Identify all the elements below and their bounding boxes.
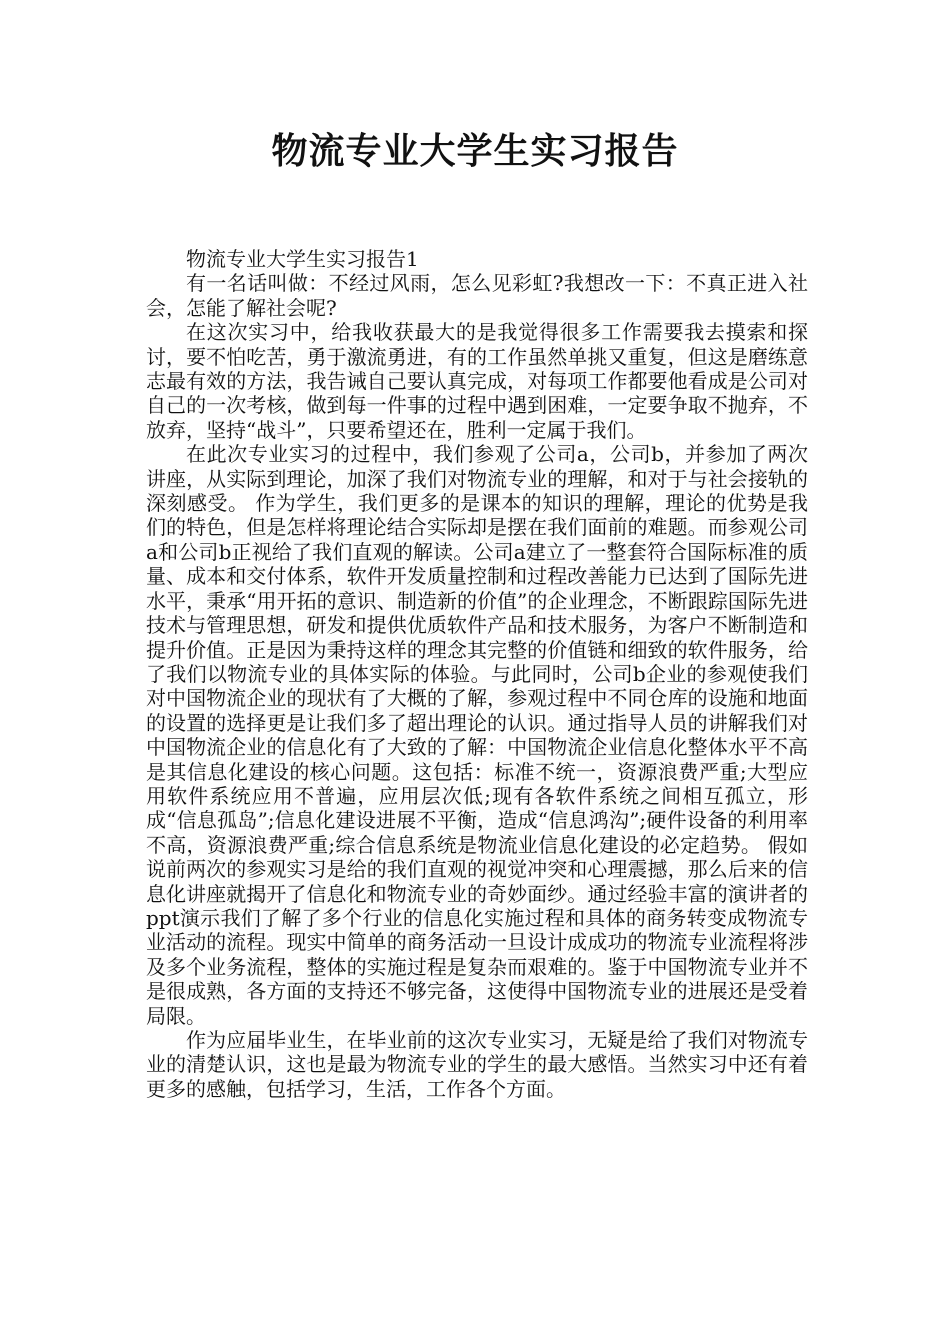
document-body xyxy=(146,247,808,1101)
paragraph-harvest: 在这次实习中，给我收获最大的是我觉得很多工作需要我去摸索和探讨，要不怕吃苦，勇于激流勇进，有的工作虽然单挑又重复，但这是磨练意志最有效的方法，我告诫自己要认真完成，对每项工作都要他看成是公司对自己的一次考核，做到每一件事的过程中遇到困难，一定要争取不抛弃，不放弃，坚持“战斗”，只要希望还在，胜利一定属于我们。 xyxy=(146,320,808,442)
paragraph-intro: 有一名话叫做：不经过风雨，怎么见彩虹?我想改一下：不真正进入社会，怎能了解社会呢? xyxy=(146,271,808,320)
document-title: 物流专业大学生实习报告 xyxy=(271,131,679,172)
report-heading-line: 物流专业大学生实习报告1 xyxy=(186,247,419,271)
paragraph-conclusion: 作为应届毕业生，在毕业前的这次专业实习，无疑是给了我们对物流专业的清楚认识，这也是最为物流专业的学生的最大感悟。当然实习中还有着更多的感触，包括学习，生活，工作各个方面。 xyxy=(146,1028,808,1101)
paragraph-visits: 在此次专业实习的过程中，我们参观了公司a，公司b，并参加了两次讲座，从实际到理论，加深了我们对物流专业的理解，和对于与社会接轨的深刻感受。 作为学生，我们更多的是课本的知识的理解，理论的优势是我们的特色，但是怎样将理论结合实际却是摆在我们面前的难题。而参观公司a和公司b正视给了我们直观的解读。公司a建立了一整套符合国际标准的质量、成本和交付体系，软件开发质量控制和过程改善能力已达到了国际先进水平，秉承“用开拓的意识、制造新的价值”的企业理念，不断跟踪国际先进技术与管理思想，研发和提供优质软件产品和技术服务，为客户不断制造和提升价值。正是因为秉持这样的理念其完整的价值链和细致的软件服务，给了我们以物流专业的具体实际的体验。与此同时，公司b企业的参观使我们对中国物流企业的现状有了大概的了解，参观过程中不同仓库的设施和地面的设置的选择更是让我们多了超出理论的认识。通过指导人员的讲解我们对中国物流企业的信息化有了大致的了解：中国物流企业信息化整体水平不高是其信息化建设的核心问题。这包括：标准不统一，资源浪费严重;大型应用软件系统应用不普遍，应用层次低;现有各软件系统之间相互孤立，形成“信息孤岛”;信息化建设进展不平衡，造成“信息鸿沟”;硬件设备的利用率不高，资源浪费严重;综合信息系统是物流业信息化建设的必定趋势。 假如说前两次的参观实习是给的我们直观的视觉冲突和心理震撼，那么后来的信息化讲座就揭开了信息化和物流专业的奇妙面纱。通过经验丰富的演讲者的ppt演示我们了解了多个行业的信息化实施过程和具体的商务转变成物流专业活动的流程。现实中简单的商务活动一旦设计成成功的物流专业流程将涉及多个业务流程，整体的实施过程是复杂而艰难的。鉴于中国物流专业并不是很成熟，各方面的支持还不够完备，这使得中国物流专业的进展还是受着局限。 xyxy=(146,442,808,1028)
